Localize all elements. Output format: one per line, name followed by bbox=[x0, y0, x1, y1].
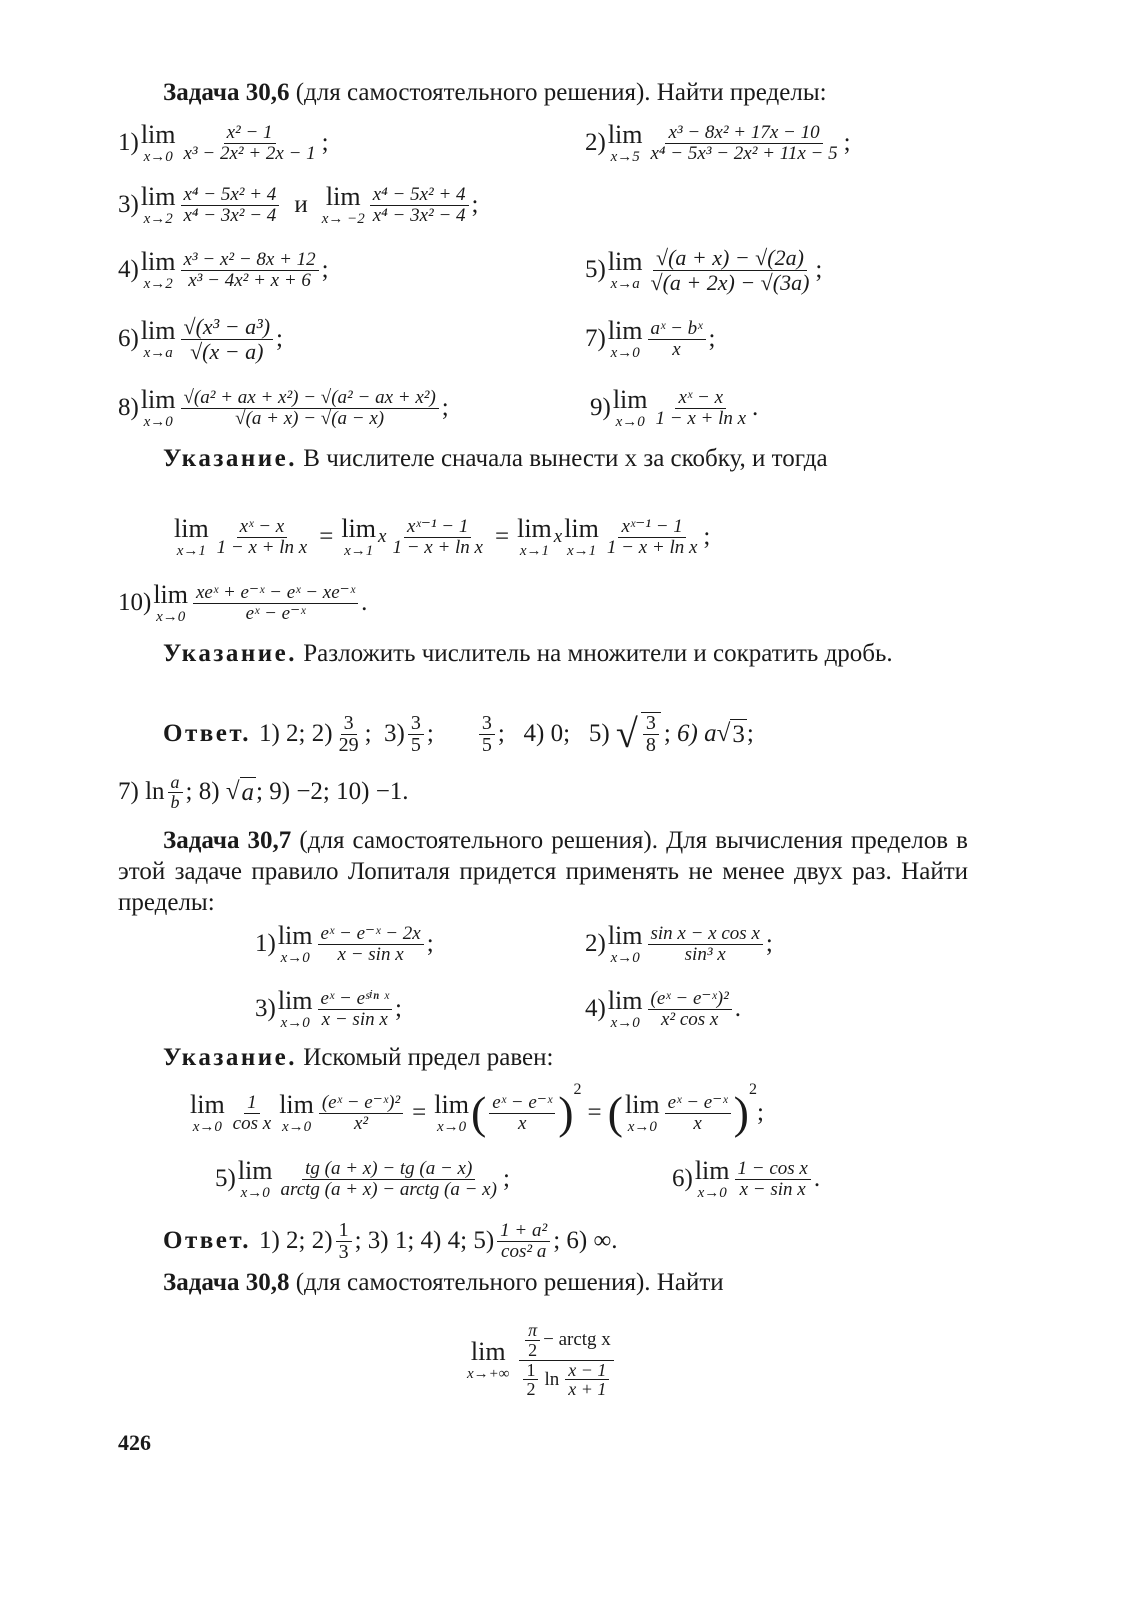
problem-30-6-1: 1) lim x→0 $\frac{\text{x² − 1}}{\text{x³ − 2x² + 2x − 1}}$ ; bbox=[118, 119, 329, 165]
limit-operator: lim x→0 bbox=[624, 1089, 660, 1135]
limit-operator: lim x→2 bbox=[140, 181, 176, 227]
fraction: $\frac{\text{aˣ − bˣ}}{x}$ bbox=[648, 319, 706, 360]
fraction: $\frac{\text{1 − cos x}}{\text{x − sin x}}$ bbox=[735, 1159, 811, 1200]
limit-operator: lim x→0 bbox=[153, 579, 188, 625]
limit-operator: lim x→2 bbox=[140, 246, 176, 292]
fraction: $\frac{3}{5}$ bbox=[408, 713, 424, 756]
problem-30-6-6: 6) lim x→a $\frac{\text{√(x³ − a³)}}{√(x - a)}$ ; bbox=[118, 314, 283, 364]
problem-30-7-3: 3) lim x→0 $\frac{\text{eˣ − eˢⁱⁿ ˣ}}{\text{x − sin x}}$ ; bbox=[255, 985, 402, 1031]
limit-operator: lim x→0 bbox=[140, 384, 176, 430]
hint-30-7: Указание. Искомый предел равен: bbox=[163, 1044, 554, 1071]
problem-30-6-7: 7) lim x→0 $\frac{\text{aˣ − bˣ}}{x}$ ; bbox=[585, 315, 716, 361]
limit-operator: lim x→0 bbox=[190, 1089, 225, 1135]
limit-operator: lim x→0 bbox=[434, 1089, 469, 1135]
fraction: $\frac{tg (a + x) - tg (a - x)}{\text{arctg (a + x) − arctg (a − x)}}$ bbox=[280, 1157, 497, 1200]
limit-operator: lim x→0 bbox=[279, 1089, 314, 1135]
left-paren: ( bbox=[470, 1087, 487, 1138]
radical-sign: √ bbox=[615, 711, 638, 756]
fraction: $\frac{\text{(eˣ − e⁻ˣ)²}}{\text{x² cos x}}$ bbox=[648, 989, 732, 1030]
limit-operator: lim x→1 bbox=[564, 513, 599, 559]
limit-operator: lim x→+∞ bbox=[467, 1336, 510, 1382]
limit-operator: lim x→5 bbox=[607, 119, 643, 165]
problem-30-6-2: 2) lim x→5 $\frac{\text{x³ − 8x² + 17x − 10}}{\text{x⁴ − 5x³ − 2x² + 11x − 5}}$ ; bbox=[585, 119, 851, 165]
problem-30-6-4: 4) lim x→2 $\frac{\text{x³ − x² − 8x + 12}}{\text{x³ − 4x² + x + 6}}$ ; bbox=[118, 246, 329, 292]
problem-30-6-3: 3) lim x→2 $\frac{\text{x⁴ − 5x² + 4}}{\text{x⁴ − 3x² − 4}}$ и lim x→ −2 $\frac{\text{x⁴ − 5x² + 4}}{\text{x⁴ − 3x² − 4}}$ ; bbox=[118, 181, 479, 227]
hint-30-6-a-formula: lim x→1 $\frac{\text{xˣ − x}}{\text{1 − x + ln x}}$ = lim x→1 x $\frac{\text{xˣ⁻¹ − 1}}{\text{1 − x + ln x}}$ = lim x→1 x lim x→1 $\frac{\text{xˣ⁻¹ − 1}}{\text{1 − x + ln x}}$ ; bbox=[174, 513, 711, 559]
fraction: $\frac{\text{1 + a²}}{\text{cos² a}}$ bbox=[497, 1221, 550, 1262]
limit-operator: lim x→0 bbox=[694, 1155, 730, 1201]
fraction: $\frac{\text{sin x − x cos x}}{\text{sin³ x}}$ bbox=[648, 924, 763, 965]
fraction: $\frac{3}{29}$ bbox=[338, 711, 359, 756]
right-paren: ) bbox=[558, 1087, 574, 1138]
problem-30-6-9: 9) lim x→0 $\frac{\text{xˣ − x}}{\text{1 − x + ln x}}$ . bbox=[590, 384, 759, 430]
hint-30-7-formula: lim x→0 $\frac{1}{\text{cos x}}$ lim x→0 $\frac{\text{(eˣ − e⁻ˣ)²}}{\text{x²}}$ = lim x→0 ( $\frac{\text{eˣ − e⁻ˣ}}{x}$ ) $^2$ = ( lim x→0 $\frac{\text{eˣ − e⁻ˣ}}{x}$ ) $^2$ ; bbox=[190, 1081, 764, 1138]
limit-operator: lim x→1 bbox=[341, 513, 376, 559]
fraction: $\frac{a}{b}$ bbox=[168, 773, 183, 812]
problem-30-7-5: 5) lim x→0 $\frac{tg (a + x) - tg (a - x)}{\text{arctg (a + x) − arctg (a − x)}}$ ; bbox=[215, 1155, 510, 1201]
fraction: $\frac{1}{3}$ bbox=[336, 1220, 352, 1263]
right-paren: ) bbox=[733, 1087, 749, 1138]
limit-operator: lim x→0 bbox=[607, 920, 643, 966]
fraction: $\frac{\text{√(a² + ax + x²) − √(a² − ax + x²)}}{√(a + x) - √(a - x)}$ bbox=[181, 388, 439, 429]
left-paren: ( bbox=[607, 1087, 623, 1138]
limit-operator: lim x→1 bbox=[517, 513, 552, 559]
problem-30-7-2: 2) lim x→0 $\frac{\text{sin x − x cos x}}{\text{sin³ x}}$ ; bbox=[585, 920, 773, 966]
limit-operator: lim x→0 bbox=[607, 985, 643, 1031]
fraction: $\frac{\text{(eˣ − e⁻ˣ)²}}{\text{x²}}$ bbox=[319, 1093, 403, 1134]
problem-30-6-5: 5) lim x→a $\frac{√(a + x) - √(2a)}{√(a + 2x) - √(3a)}$ ; bbox=[585, 245, 823, 295]
limit-operator: lim x→0 bbox=[140, 119, 176, 165]
fraction: $\frac{\text{xˣ⁻¹ − 1}}{\text{1 − x + ln x}}$ bbox=[606, 515, 698, 558]
fraction: $\frac{\text{xeˣ + e⁻ˣ − eˣ − xe⁻ˣ}}{\text{eˣ − e⁻ˣ}}$ bbox=[193, 583, 358, 624]
radical-sign: √ bbox=[716, 720, 731, 747]
limit-operator: lim x→0 bbox=[607, 315, 643, 361]
answer-30-6-line-2: 7) ln $\frac{a}{b}$ ; 8) √ a ; 9) −2; 10) −1. bbox=[118, 771, 409, 812]
fraction: $\frac{x - 1}{x + 1}$ bbox=[565, 1361, 609, 1400]
fraction: $\frac{\text{eˣ − e⁻ˣ − 2x}}{\text{x − sin x}}$ bbox=[318, 924, 424, 965]
fraction: $\frac{\text{xˣ − x}}{\text{1 − x + ln x}}$ bbox=[216, 515, 308, 558]
problem-30-7-1: 1) lim x→0 $\frac{\text{eˣ − e⁻ˣ − 2x}}{\text{x − sin x}}$ ; bbox=[255, 920, 434, 966]
answer-30-7: Ответ. 1) 2; 2) $\frac{1}{3}$ ; 3) 1; 4) 4; 5) $\frac{\text{1 + a²}}{\text{cos² a}}$ ; 6) ∞. bbox=[163, 1218, 618, 1263]
fraction: $\frac{\text{x³ − x² − 8x + 12}}{\text{x³ − 4x² + x + 6}}$ bbox=[181, 250, 319, 291]
task-30-6-heading: Задача 30,6 (для самостоятельного решения). Найти пределы: bbox=[163, 79, 827, 106]
limit-operator: lim x→0 bbox=[277, 985, 313, 1031]
fraction: $\frac{\text{eˣ − eˢⁱⁿ ˣ}}{\text{x − sin x}}$ bbox=[318, 989, 392, 1030]
fraction: $\frac{\text{x² − 1}}{\text{x³ − 2x² + 2x − 1}}$ bbox=[183, 121, 316, 164]
fraction: $\frac{\text{xˣ − x}}{\text{1 − x + ln x}}$ bbox=[655, 386, 747, 429]
fraction: $\frac{1}{\text{cos x}}$ bbox=[232, 1091, 272, 1134]
limit-operator: lim x→ −2 bbox=[321, 181, 365, 227]
fraction: $\frac{\text{x⁴ − 5x² + 4}}{\text{x⁴ − 3x² − 4}}$ bbox=[181, 185, 280, 226]
fraction: $\frac{\pi}{2}$ bbox=[525, 1321, 540, 1360]
radical-sign: √ bbox=[225, 778, 240, 805]
hint-30-6-a: Указание. В числителе сначала вынести x за скобку, и тогда bbox=[163, 445, 828, 472]
fraction: $\frac{\text{x³ − 8x² + 17x − 10}}{\text{x⁴ − 5x³ − 2x² + 11x − 5}}$ bbox=[650, 121, 838, 164]
limit-operator: lim x→0 bbox=[277, 920, 313, 966]
task-30-7-heading: Задача 30,7 (для самостоятельного решения). Для вычисления пределов в этой задаче правило Лопиталя придется применять не менее двух раз. Найти пределы: bbox=[118, 827, 968, 916]
limit-operator: lim x→0 bbox=[237, 1155, 273, 1201]
fraction: $\frac{\text{xˣ⁻¹ − 1}}{\text{1 − x + ln x}}$ bbox=[392, 515, 483, 558]
fraction: $\frac{3}{8}$ bbox=[641, 712, 661, 756]
fraction: $\frac{\text{eˣ − e⁻ˣ}}{x}$ bbox=[489, 1093, 555, 1134]
task-30-8-formula bbox=[465, 1308, 618, 1412]
limit-operator: lim x→0 bbox=[612, 384, 648, 430]
fraction: $\frac{\text{eˣ − e⁻ˣ}}{x}$ bbox=[665, 1093, 731, 1134]
fraction: $\frac{1}{2}$ bbox=[523, 1361, 538, 1400]
fraction: $\frac{\text{√(x³ − a³)}}{√(x - a)}$ bbox=[181, 315, 274, 362]
fraction: $\frac{\pi}{2}$ − arctg x $\frac{1}{2}$ ln $\frac{x - 1}{x + 1}$ bbox=[517, 1321, 615, 1400]
problem-30-6-10: 10) lim x→0 $\frac{\text{xeˣ + e⁻ˣ − eˣ − xe⁻ˣ}}{\text{eˣ − e⁻ˣ}}$ . bbox=[118, 579, 368, 625]
limit-operator: lim x→a bbox=[607, 246, 643, 292]
page-number: 426 bbox=[118, 1430, 151, 1455]
fraction: $\frac{3}{5}$ bbox=[479, 713, 495, 756]
fraction: $\frac{\text{x⁴ − 5x² + 4}}{\text{x⁴ − 3x² − 4}}$ bbox=[370, 185, 469, 226]
hint-30-6-b: Указание. Разложить числитель на множители и сократить дробь. bbox=[163, 640, 893, 667]
problem-30-6-8: 8) lim x→0 $\frac{\text{√(a² + ax + x²) − √(a² − ax + x²)}}{√(a + x) - √(a - x)}$ ; bbox=[118, 384, 449, 430]
limit-operator: lim x→a bbox=[140, 315, 176, 361]
problem-30-7-6: 6) lim x→0 $\frac{\text{1 − cos x}}{\text{x − sin x}}$ . bbox=[672, 1155, 821, 1201]
fraction: $\frac{√(a + x) - √(2a)}{√(a + 2x) - √(3a)}$ bbox=[650, 245, 810, 295]
limit-operator: lim x→1 bbox=[174, 513, 209, 559]
task-30-8-heading: Задача 30,8 (для самостоятельного решения). Найти bbox=[163, 1269, 724, 1296]
answer-30-6-line-1: Ответ. 1) 2; 2) $\frac{3}{29}$ ; 3) $\frac{3}{5}$ ; $\frac{3}{5}$ ; 4) 0; 5) √ $\frac{3}{8}$ ; 6) a √ 3 ; bbox=[163, 711, 754, 756]
problem-30-7-4: 4) lim x→0 $\frac{\text{(eˣ − e⁻ˣ)²}}{\text{x² cos x}}$ . bbox=[585, 985, 742, 1031]
